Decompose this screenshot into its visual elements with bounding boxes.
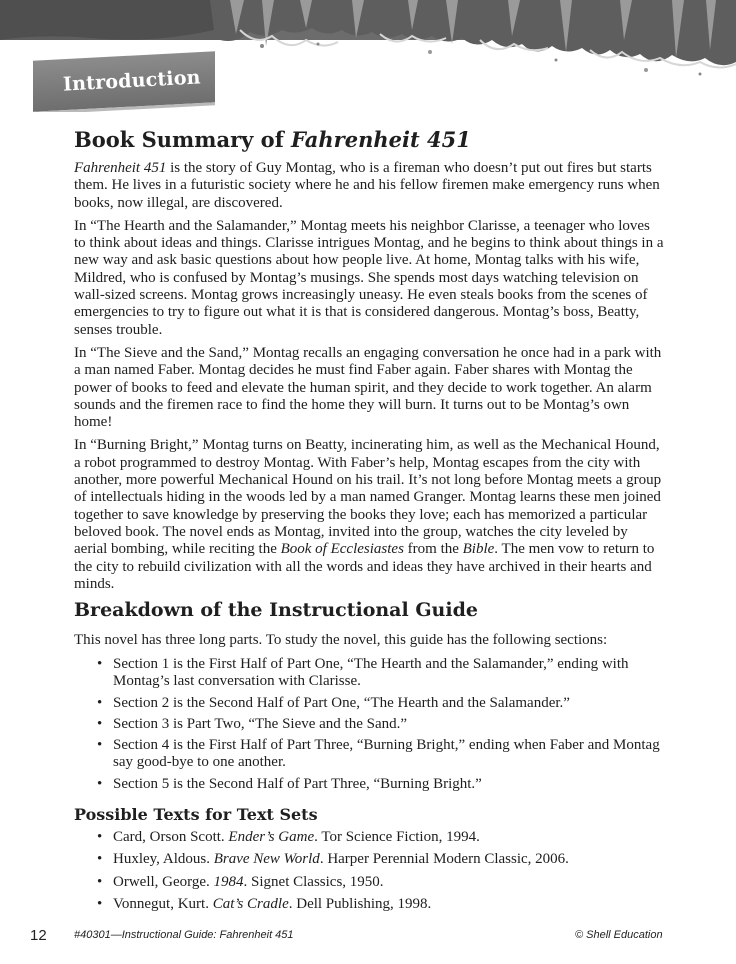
text-run: . Dell Publishing, 1998. [288,895,432,912]
page-title [74,127,471,152]
text-run: Orwell, George. [113,873,214,890]
section-list-item [97,695,667,712]
text-run: Card, Orson Scott. [113,829,229,845]
page-number: 12 [30,927,47,944]
summary-paragraph [74,437,664,593]
section-tab-label: Introduction [62,66,202,96]
book-summary [74,160,664,599]
summary-paragraph [74,160,664,212]
text-run: In “The Sieve and the Sand,” Montag recalls an engaging conversation he once had in a park with a man named Faber. Montag decides he must find Faber again. Faber shares with Montag the power of books to feed and elevate the human spirit, and they decide to work together. An alarm sounds and the firemen race to find the home they will burn. It turns out to be Montag’s own home! [74,344,662,431]
text-run: Huxley, Aldous. [113,851,214,868]
bullet-icon: • [97,851,103,868]
section-description: Section 2 is the Second Half of Part One, “The Hearth and the Salamander.” [113,694,570,711]
text-run: . Harper Perennial Modern Classic, 2006. [319,851,569,868]
sections-list [97,656,667,797]
bullet-icon: • [97,656,103,672]
text-run: . Tor Science Fiction, 1994. [314,829,480,845]
section-list-item [97,776,667,793]
italic-title-text: Cat’s Cradle [212,895,289,912]
italic-title-text: Brave New World [213,851,320,868]
text-set-item [97,851,667,868]
bullet-icon: • [97,829,103,845]
text-run: . The men vow to return to the city to rebuild civilization with all the words and ideas they have archived in their hearts and minds. [74,541,655,592]
italic-title-text: Bible [462,541,495,558]
header-banner [0,0,736,112]
text-sets-list [97,829,667,918]
section-description: Section 1 is the First Half of Part One, “The Hearth and the Salamander,” ending with Montag’s last conversation with Clarisse. [113,656,629,690]
bullet-icon: • [97,775,103,792]
text-set-item [97,829,667,846]
italic-title-text: Book of Ecclesiastes [280,541,404,558]
bullet-icon: • [97,694,103,711]
footer-copyright: © Shell Education [575,929,663,941]
breakdown-intro: This novel has three long parts. To study the novel, this guide has the following sections: [74,632,608,648]
section-list-item [97,737,667,772]
text-set-item [97,874,667,891]
italic-title-text: Ender’s Game [228,829,315,845]
page-title-book: Fahrenheit 451 [291,127,471,152]
bullet-icon: • [97,895,103,912]
footer-product-code: #40301—Instructional Guide: Fahrenheit 451 [74,929,294,941]
italic-title-text: Fahrenheit 451 [74,160,167,176]
italic-title-text: 1984 [213,873,244,890]
summary-paragraph [74,345,664,431]
text-run: from the [403,541,463,558]
text-run: is the story of Guy Montag, who is a fireman who doesn’t put out fires but starts them. He lives in a futuristic society where he and his fellow firemen make emergency runs when books, now illegal, are discovered. [74,160,660,211]
bullet-icon: • [97,715,103,732]
section-list-item [97,716,667,733]
text-run: . Signet Classics, 1950. [243,873,384,890]
text-run: In “The Hearth and the Salamander,” Montag meets his neighbor Clarisse, a teenager who loves to think about ideas and things. Clarisse intrigues Montag, and he begins to think about things in a new way and ask basic questions about how people live. At home, Montag talks with his wife, Mildred, who is confused by Montag’s musings. She spends most days watching television on wall-sized screens. Montag grows increasingly uneasy. He even steals books from the scenes of emergencies to try to figure out what it is that is considered dangerous. Montag’s boss, Beatty, senses trouble. [74,217,664,338]
breakdown-heading: Breakdown of the Instructional Guide [74,599,478,621]
section-list-item [97,656,667,691]
text-run: In “Burning Bright,” Montag turns on Beatty, incinerating him, as well as the Mechanical Hound, a robot programmed to destroy Montag. With Faber’s help, Montag escapes from the city with another, more powerful Mechanical Hound on his trail. It’s not long before Montag meets a group of intellectuals hiding in the woods led by a man named Granger. Montag learns these men joined together to save knowledge by preserving the books they love; each has memorized a particular beloved book. The novel ends as Montag, invited into the group, watches the city leveled by aerial bombing, while reciting the [74,437,662,558]
page-title-prefix: Book Summary of [74,127,292,152]
text-run: Vonnegut, Kurt. [113,895,213,912]
bullet-icon: • [97,873,103,890]
section-description: Section 4 is the First Half of Part Three, “Burning Bright,” ending when Faber and Montag say good-bye to one another. [113,737,660,771]
text-set-item [97,896,667,913]
section-description: Section 3 is Part Two, “The Sieve and the Sand.” [113,715,408,732]
bullet-icon: • [97,737,103,754]
summary-paragraph [74,218,664,339]
section-description: Section 5 is the Second Half of Part Three, “Burning Bright.” [113,775,482,792]
text-sets-heading: Possible Texts for Text Sets [74,805,318,824]
